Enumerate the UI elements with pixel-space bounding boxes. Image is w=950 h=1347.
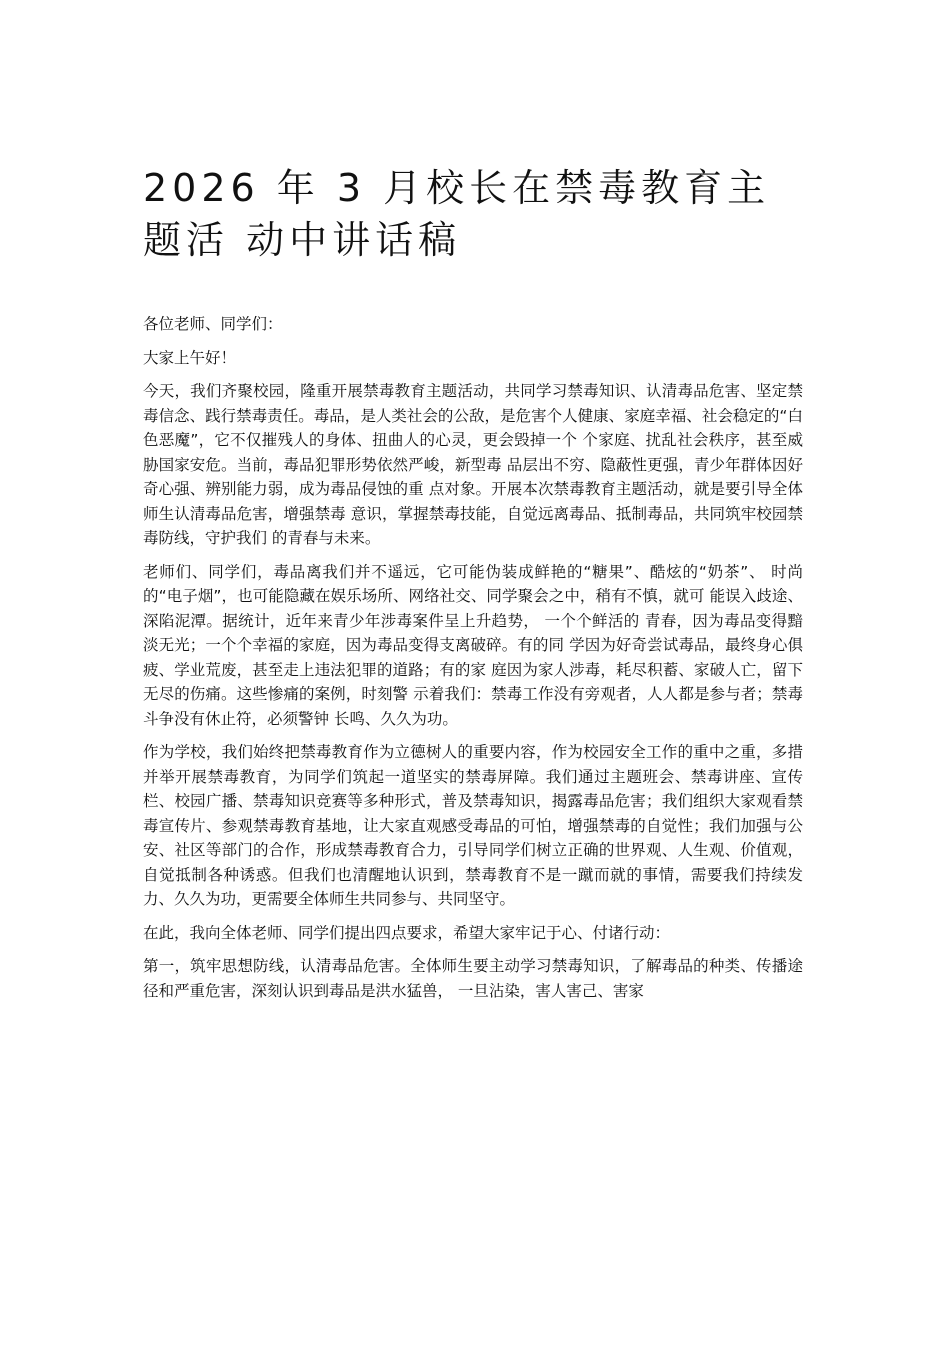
document-title: 2026 年 3 月校长在禁毒教育主题活 动中讲话稿	[143, 166, 771, 262]
paragraph-requirements-intro: 在此，我向全体老师、同学们提出四点要求，希望大家牢记于心、付诸行动：	[143, 923, 671, 942]
paragraph-school-efforts: 作为学校，我们始终把禁毒教育作为立德树人的重要内容，作为校园安全工作的重中之重，多措并举开展禁毒教育，为同学们筑起一道坚实的禁毒屏障。我们通过主题班会、禁毒讲座、宣传栏、校园广播、禁毒知识竞赛等多种形式，普及禁毒知识，揭露毒品危害；我们组织大家观看禁毒宣传片、参观禁毒教育基地，让大家直观感受毒品的可怕，增强禁毒的自觉性；我们加强与公安、社区等部门的合作，形成禁毒教育合力，引导同学们树立正确的世界观、人生观、价值观，自觉抵制各种诱惑。但我们也清醒地认识到，禁毒教育不是一蹴而就的事情，需要我们持续发力、久久为功，更需要全体师生共同参与、共同坚守。	[143, 743, 803, 908]
paragraph-dangers: 老师们、同学们，毒品离我们并不遥远，它可能伪装成鲜艳的“糖果”、酷炫的“奶茶”、 时尚的“电子烟”，也可能隐藏在娱乐场所、网络社交、同学聚会之中，稍有不慎，就可 能误入歧途、深陷泥潭。据统计，近年来青少年涉毒案件呈上升趋势， 一个个鲜活的 青春，因为毒品变得黯淡无光；一个个幸福的家庭，因为毒品变得支离破碎。有的同 学因为好奇尝试毒品，最终身心俱疲、学业荒废，甚至走上违法犯罪的道路；有的家 庭因为家人涉毒，耗尽积蓄、家破人亡，留下无尽的伤痛。这些惨痛的案例，时刻警 示着我们：禁毒工作没有旁观者，人人都是参与者；禁毒斗争没有休止符，必须警钟 长鸣、久久为功。	[143, 562, 803, 728]
paragraph-greeting: 大家上午好！	[143, 348, 237, 367]
paragraph-salutation: 各位老师、同学们：	[143, 315, 283, 333]
paragraph-requirement-one: 第一，筑牢思想防线，认清毒品危害。全体师生要主动学习禁毒知识，了解毒品的种类、传播途径和严重危害，深刻认识到毒品是洪水猛兽， 一旦沾染，害人害己、害家	[143, 957, 803, 1000]
document-body	[143, 312, 803, 1012]
paragraph-introduction: 今天，我们齐聚校园，隆重开展禁毒教育主题活动，共同学习禁毒知识、认清毒品危害、坚定禁毒信念、践行禁毒责任。毒品，是人类社会的公敌，是危害个人健康、家庭幸福、社会稳定的“白色恶魔”，它不仅摧残人的身体、扭曲人的心灵，更会毁掉一个 个家庭、扰乱社会秩序，甚至威胁国家安危。当前，毒品犯罪形势依然严峻，新型毒 品层出不穷、隐蔽性更强，青少年群体因好奇心强、辨别能力弱，成为毒品侵蚀的重 点对象。开展本次禁毒教育主题活动，就是要引导全体师生认清毒品危害，增强禁毒 意识，掌握禁毒技能，自觉远离毒品、抵制毒品，共同筑牢校园禁毒防线，守护我们 的青春与未来。	[143, 382, 803, 547]
